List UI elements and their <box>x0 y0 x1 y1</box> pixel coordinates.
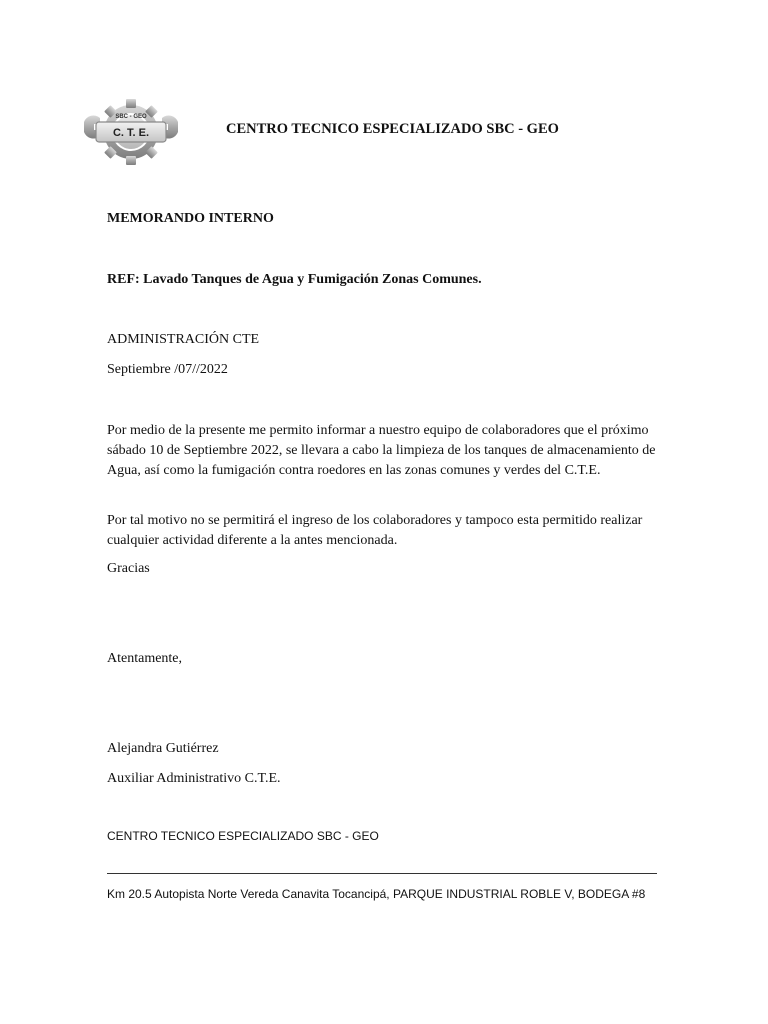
footer-organization: CENTRO TECNICO ESPECIALIZADO SBC - GEO <box>107 829 379 843</box>
memo-date: Septiembre /07//2022 <box>107 362 228 377</box>
signer-name: Alejandra Gutiérrez <box>107 741 219 756</box>
logo-text-top: SBC - GEO <box>115 114 147 120</box>
logo-text-center: C. T. E. <box>112 127 150 139</box>
footer-address: Km 20.5 Autopista Norte Vereda Canavita Tocancipá, PARQUE INDUSTRIAL ROBLE V, BODEGA #8 <box>107 887 646 901</box>
memo-reference: REF: Lavado Tanques de Agua y Fumigación Zonas Comunes. <box>107 272 482 287</box>
memo-closing: Atentamente, <box>107 651 183 666</box>
memo-thanks: Gracias <box>107 561 150 576</box>
header-title: CENTRO TECNICO ESPECIALIZADO SBC - GEO <box>226 121 559 137</box>
memo-paragraph-2: Por tal motivo no se permitirá el ingreso de los colaboradores y tampoco esta permitido realizar cualquier actividad diferente a la antes mencionada. <box>107 513 643 548</box>
memo-heading: MEMORANDO INTERNO <box>107 211 274 226</box>
cte-logo <box>78 96 184 168</box>
signer-title: Auxiliar Administrativo C.T.E. <box>107 771 281 786</box>
memo-sender: ADMINISTRACIÓN CTE <box>107 332 260 347</box>
memo-paragraph-1: Por medio de la presente me permito informar a nuestro equipo de colaboradores que el próximo sábado 10 de Septiembre 2022, se llevara a cabo la limpieza de los tanques de almacenamiento de Agua, así como la fumigación contra roedores en las zonas comunes y verdes del C.T.E. <box>107 423 656 478</box>
footer-divider <box>107 873 657 874</box>
